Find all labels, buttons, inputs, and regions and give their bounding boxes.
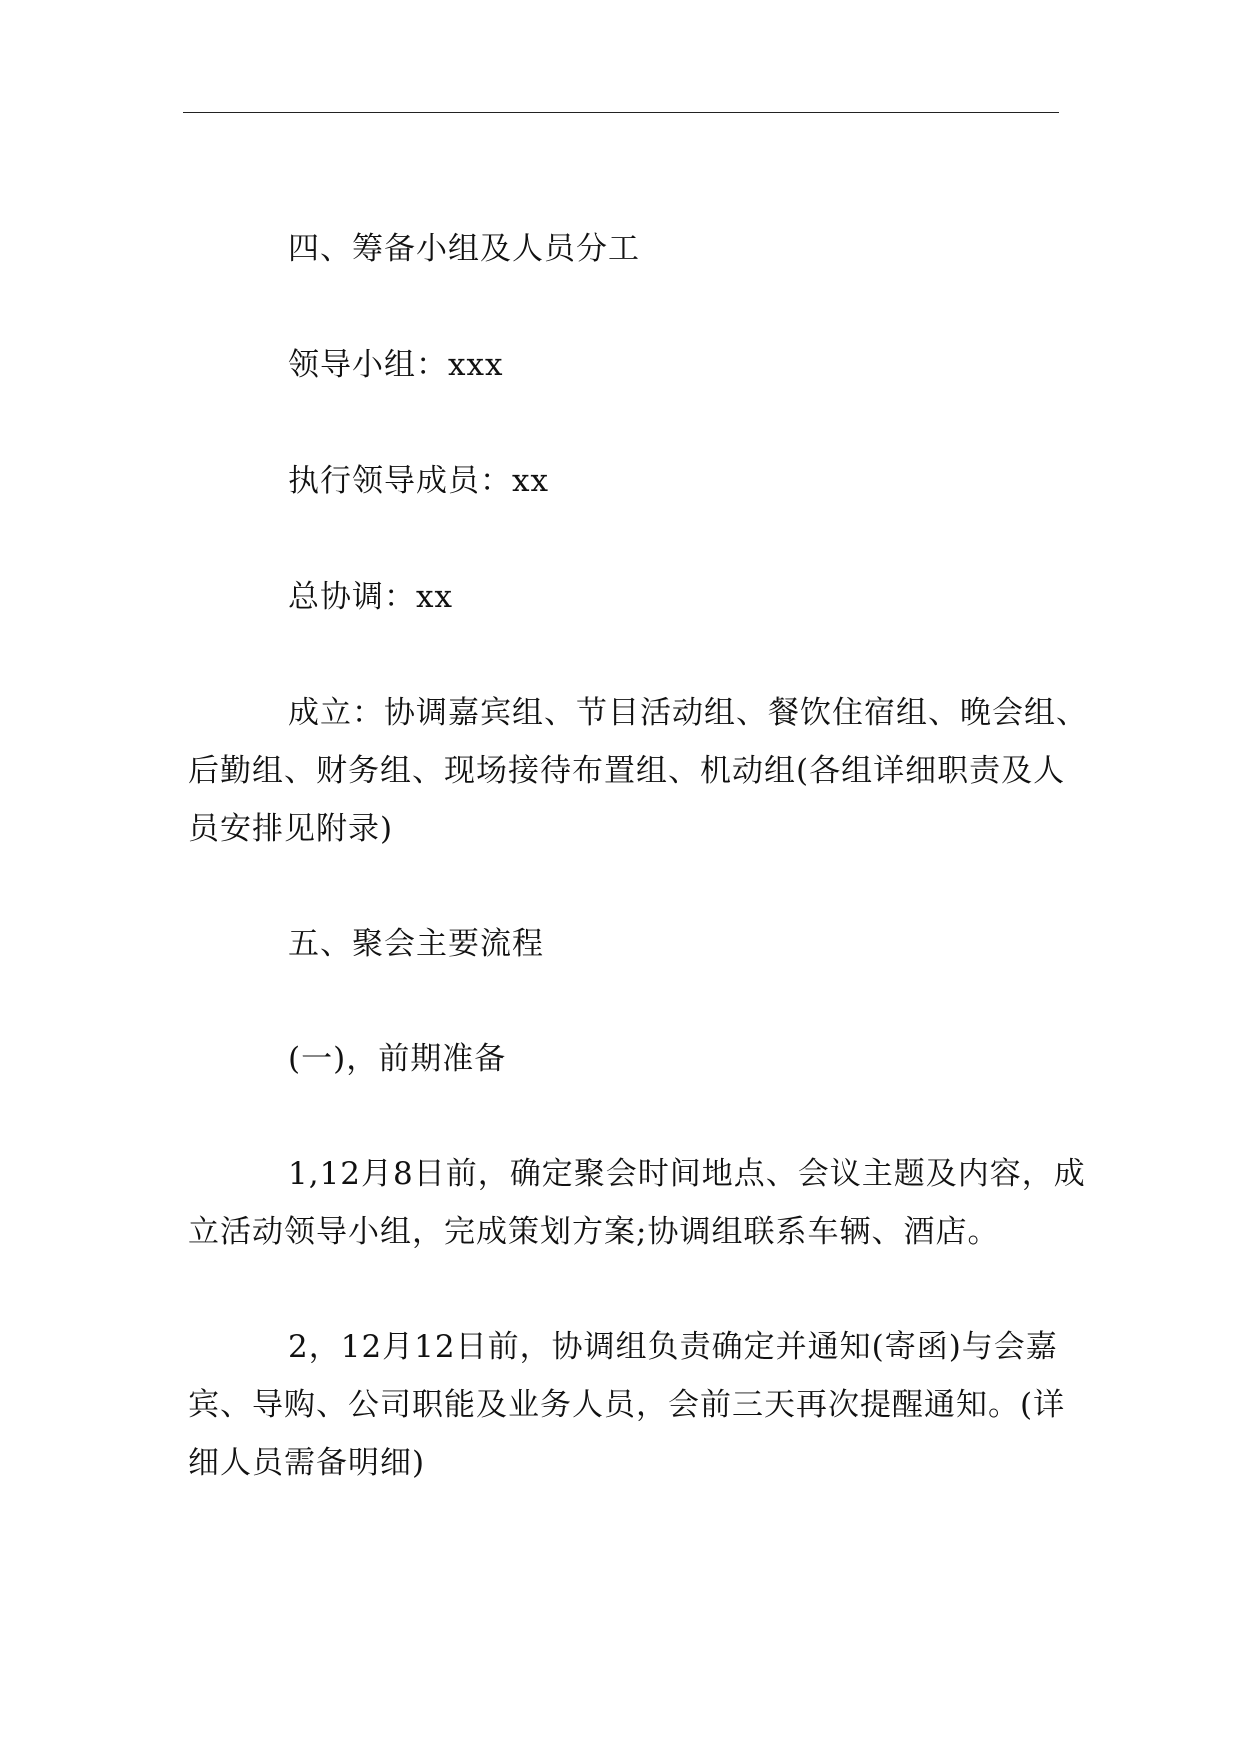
general-coordinator-line: 总协调：xx — [288, 579, 453, 615]
groups-established-paragraph: 成立：协调嘉宾组、节目活动组、餐饮住宿组、晚会组、后勤组、财务组、现场接待布置组、机动组(各组详细职责及人员安排见附录) — [188, 695, 1088, 847]
section-heading-staffing: 四、筹备小组及人员分工 — [288, 231, 640, 267]
prep-step-1: 1,12月8日前，确定聚会时间地点、会议主题及内容，成立活动领导小组，完成策划方案;协调组联系车辆、酒店。 — [188, 1156, 1086, 1250]
header-rule — [183, 112, 1059, 113]
document-body — [188, 220, 1088, 1549]
executive-members-line: 执行领导成员：xx — [288, 463, 549, 499]
prep-step-2: 2，12月12日前，协调组负责确定并通知(寄函)与会嘉宾、导购、公司职能及业务人员，会前三天再次提醒通知。(详细人员需备明细) — [188, 1329, 1066, 1481]
subsection-heading-preparation: (一)，前期准备 — [288, 1041, 507, 1077]
leadership-group-line: 领导小组：xxx — [288, 347, 504, 383]
section-heading-process: 五、聚会主要流程 — [288, 926, 544, 962]
